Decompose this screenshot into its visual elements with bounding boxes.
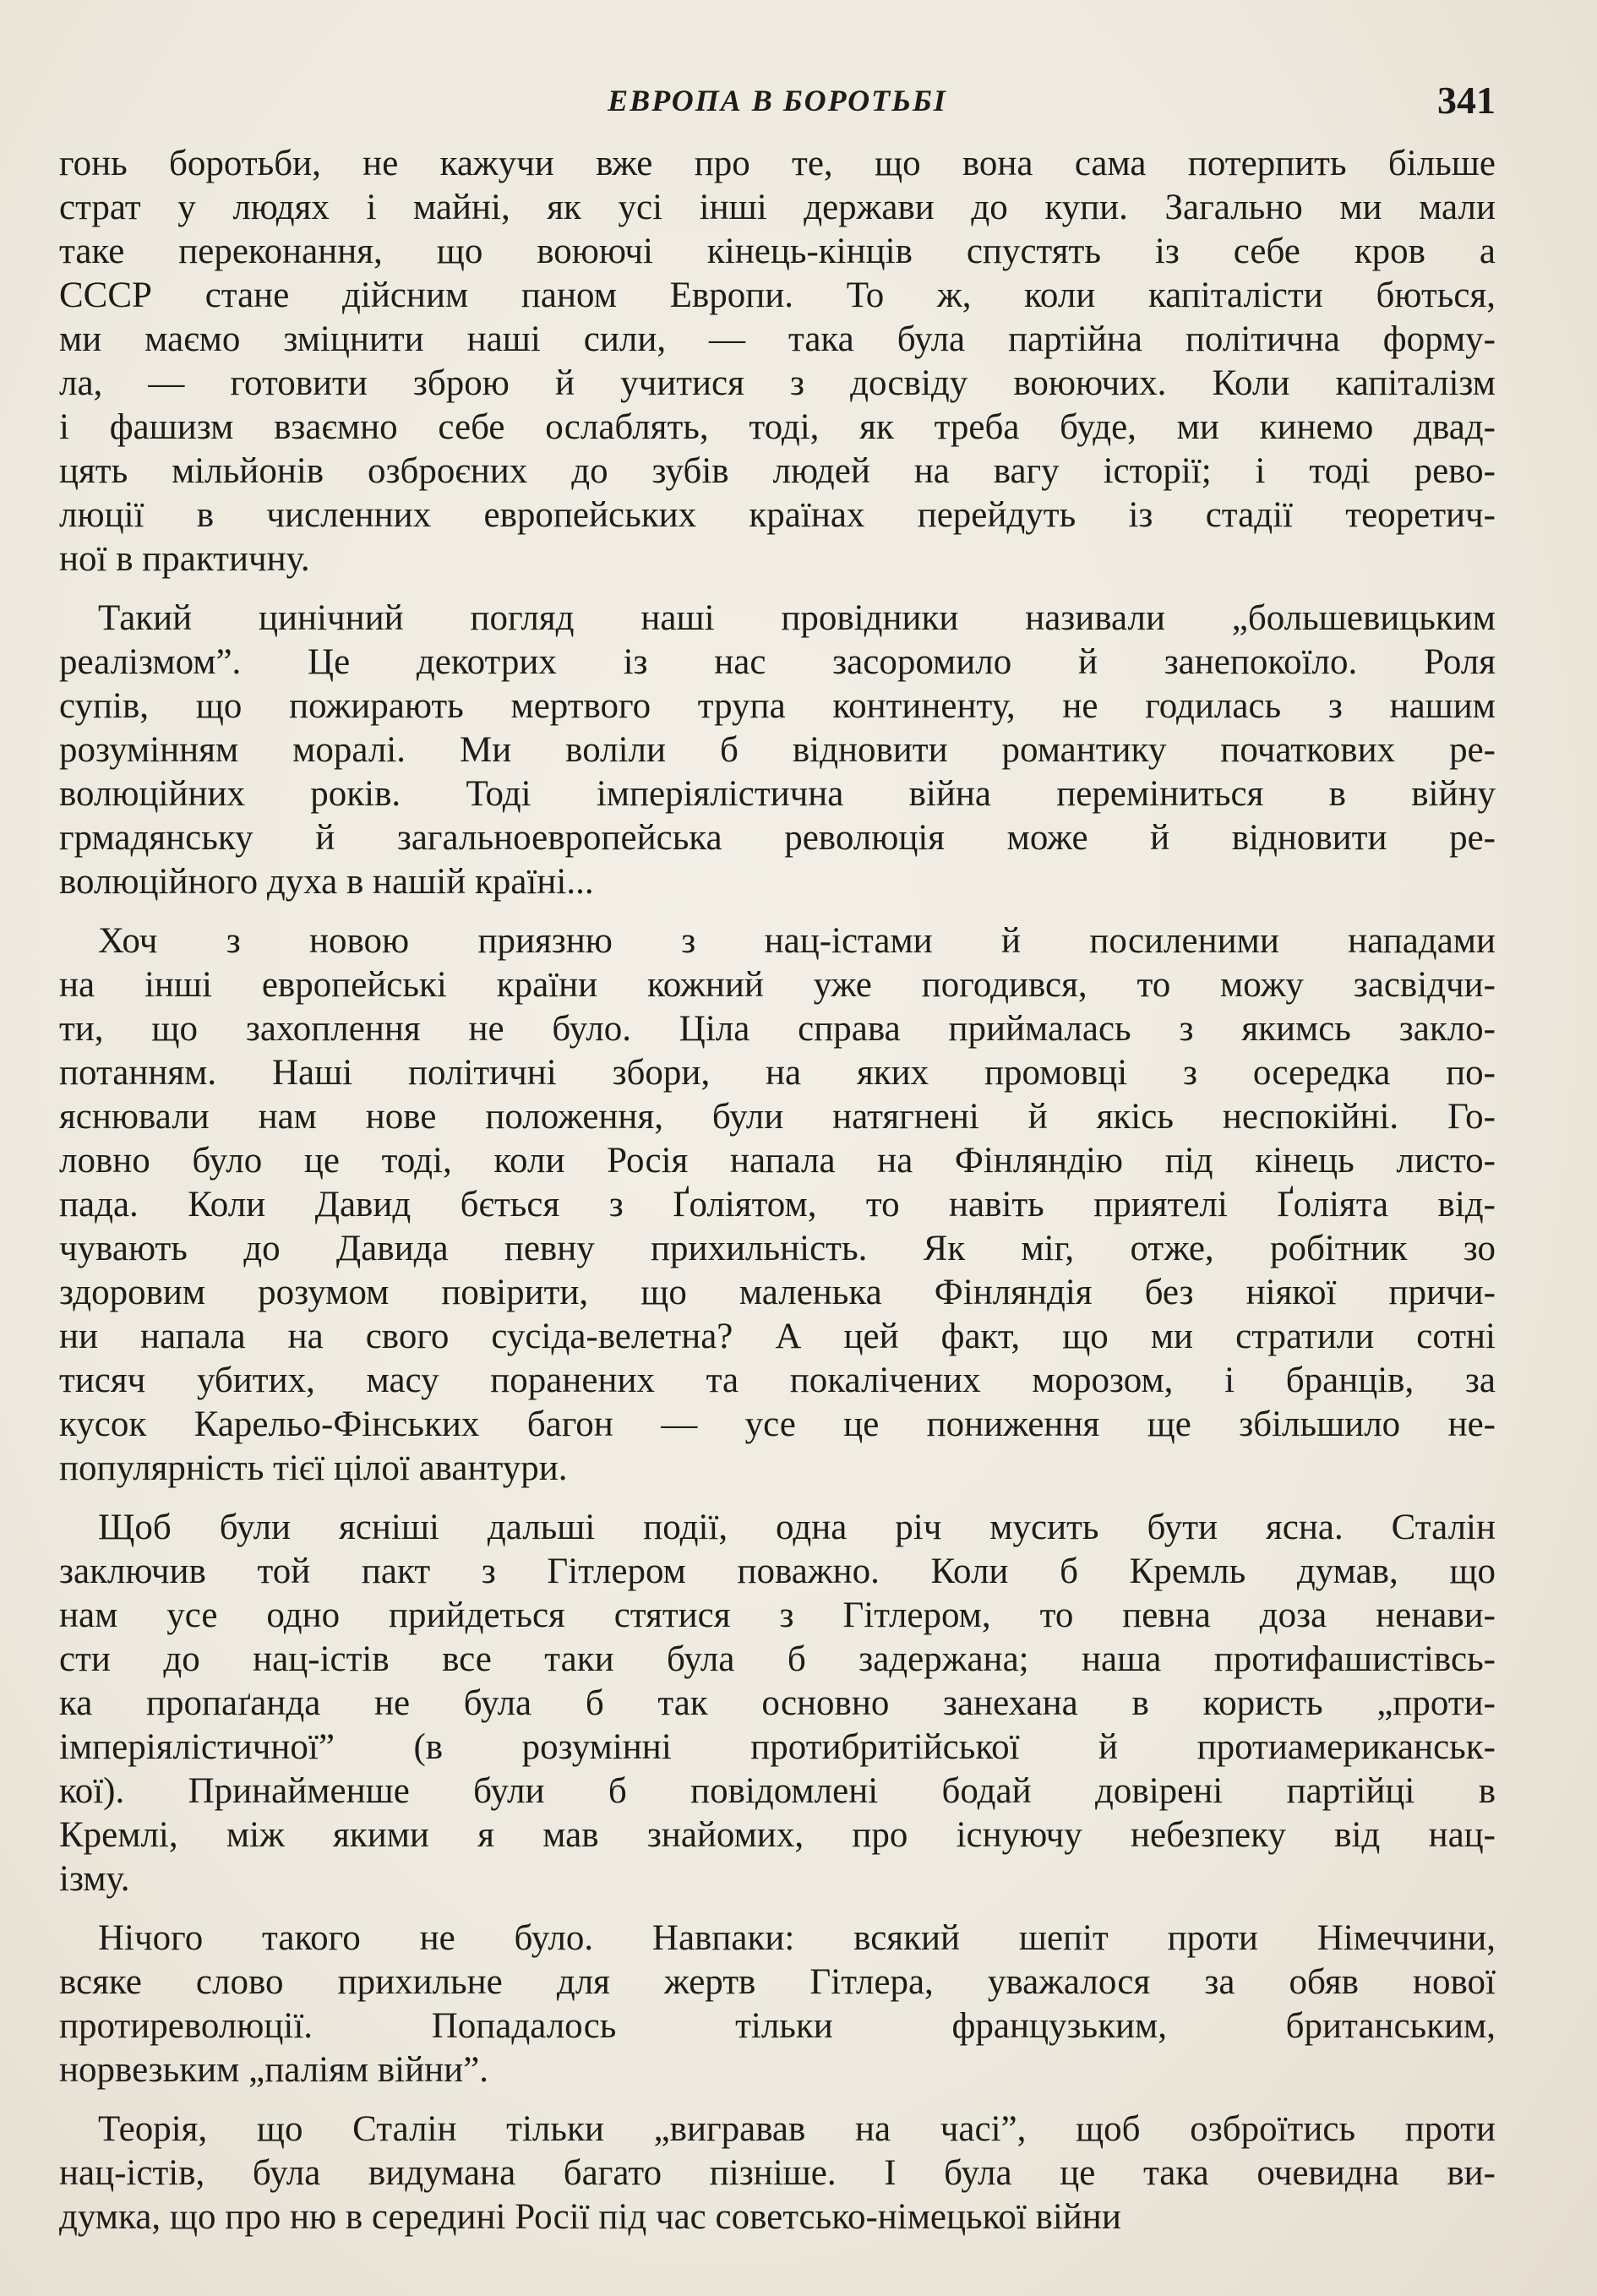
paragraph: [59, 2108, 1496, 2239]
text-line: гонь боротьби, не кажучи вже про те, що вона сама потерпить більше: [59, 144, 1496, 183]
text-line: цять мільйонів озброєних до зубів людей на вагу історії; і тоді рево-: [59, 451, 1496, 491]
paragraph: [59, 1917, 1496, 2092]
text-line: тисяч убитих, масу поранених та покалічених морозом, і бранців, за: [59, 1361, 1496, 1400]
page-number: 341: [1437, 79, 1496, 122]
text-line: протиреволюції. Попадалось тільки французьким, британським,: [59, 2006, 1496, 2046]
body-text: [59, 142, 1496, 2239]
text-line: здоровим розумом повірити, що маленька Фінляндія без ніякої причи-: [59, 1273, 1496, 1312]
paragraph: [59, 919, 1496, 1491]
text-line: Хоч з новою приязню з нац-істами й посиленими нападами: [98, 921, 1496, 961]
text-line: ізму.: [59, 1859, 130, 1899]
page-header: [59, 78, 1496, 128]
text-line: на інші европейські країни кожний уже погодився, то можу засвідчи-: [59, 965, 1496, 1005]
text-line: нац-істів, була видумана багато пізніше. І була це така очевидна ви-: [59, 2153, 1496, 2193]
paragraph: [59, 142, 1496, 581]
text-line: страт у людях і майні, як усі інші держави до купи. Загально ми мали: [59, 188, 1496, 227]
text-line: супів, що пожирають мертвого трупа континенту, не годилась з нашим: [59, 686, 1496, 726]
text-line: люції в численних европейських країнах перейдуть із стадії теоретич-: [59, 495, 1496, 535]
text-line: волюційних років. Тоді імперіялістична війна переміниться в війну: [59, 774, 1496, 814]
text-line: ми маємо зміцнити наші сили, — така була партійна політична форму-: [59, 319, 1496, 359]
text-line: ла, — готовити зброю й учитися з досвіду воюючих. Коли капіталізм: [59, 363, 1496, 403]
text-line: всяке слово прихильне для жертв Гітлера, уважалося за обяв нової: [59, 1962, 1496, 2002]
text-line: ти, що захоплення не було. Ціла справа приймалась з якимсь закло-: [59, 1009, 1496, 1049]
paragraph: [59, 597, 1496, 904]
paragraph: [59, 1506, 1496, 1901]
text-line: сти до нац-істів все таки була б задержана; наша протифашистівсь-: [59, 1639, 1496, 1679]
text-line: популярність тієї цілої авантури.: [59, 1448, 568, 1488]
text-line: нам усе одно прийдеться стятися з Гітлером, то певна доза ненави-: [59, 1595, 1496, 1635]
text-line: думка, що про ню в середині Росії під час советсько-німецької війни: [59, 2197, 1121, 2237]
text-line: грмадянську й загальноевропейська революція може й відновити ре-: [59, 818, 1496, 858]
text-line: Нічого такого не було. Навпаки: всякий шепіт проти Німеччини,: [98, 1918, 1496, 1958]
text-line: Щоб були ясніші дальші події, одна річ мусить бути ясна. Сталін: [98, 1508, 1496, 1547]
text-line: імперіялістичної” (в розумінні протибритійської й протиамериканськ-: [59, 1727, 1496, 1767]
text-line: ка пропаґанда не була б так основно занехана в користь „проти-: [59, 1683, 1496, 1723]
text-line: кусок Карельо-Фінських багон — усе це пониження ще збільшило не-: [59, 1404, 1496, 1444]
text-line: заключив той пакт з Гітлером поважно. Коли б Кремль думав, що: [59, 1552, 1496, 1591]
text-line: СССР стане дійсним паном Европи. То ж, коли капіталісти бються,: [59, 275, 1496, 315]
text-line: норвезьким „паліям війни”.: [59, 2050, 488, 2090]
text-line: ловно було це тоді, коли Росія напала на Фінляндію під кінець листо-: [59, 1141, 1496, 1181]
text-line: потанням. Наші політичні збори, на яких промовці з осередка по-: [59, 1053, 1496, 1093]
text-line: Теорія, що Сталін тільки „вигравав на часі”, щоб озброїтись проти: [98, 2109, 1496, 2149]
text-line: Такий цинічний погляд наші провідники називали „большевицьким: [98, 598, 1496, 638]
text-line: таке переконання, що воюючі кінець-кінців спустять із себе кров а: [59, 232, 1496, 271]
text-line: реалізмом”. Це декотрих із нас засоромило й занепокоїло. Роля: [59, 642, 1496, 682]
text-line: ної в практичну.: [59, 539, 310, 579]
running-head: ЕВРОПА В БОРОТЬБІ: [608, 84, 947, 117]
text-line: Кремлі, між якими я мав знайомих, про існуючу небезпеку від нац-: [59, 1815, 1496, 1855]
text-line: кої). Принайменше були б повідомлені бодай довірені партійці в: [59, 1771, 1496, 1811]
text-line: чувають до Давида певну прихильність. Як міг, отже, робітник зо: [59, 1229, 1496, 1268]
text-line: і фашизм взаємно себе ослаблять, тоді, як треба буде, ми кинемо двад-: [59, 407, 1496, 447]
text-line: яснювали нам нове положення, були натягнені й якісь неспокійні. Го-: [59, 1097, 1496, 1137]
text-line: волюційного духа в нашій країні...: [59, 862, 594, 902]
text-line: ни напала на свого сусіда-велетна? А цей факт, що ми стратили сотні: [59, 1317, 1496, 1356]
text-line: пада. Коли Давид бється з Ґоліятом, то навіть приятелі Ґоліята від-: [59, 1185, 1496, 1224]
text-line: розумінням моралі. Ми воліли б відновити романтику початкових ре-: [59, 730, 1496, 770]
